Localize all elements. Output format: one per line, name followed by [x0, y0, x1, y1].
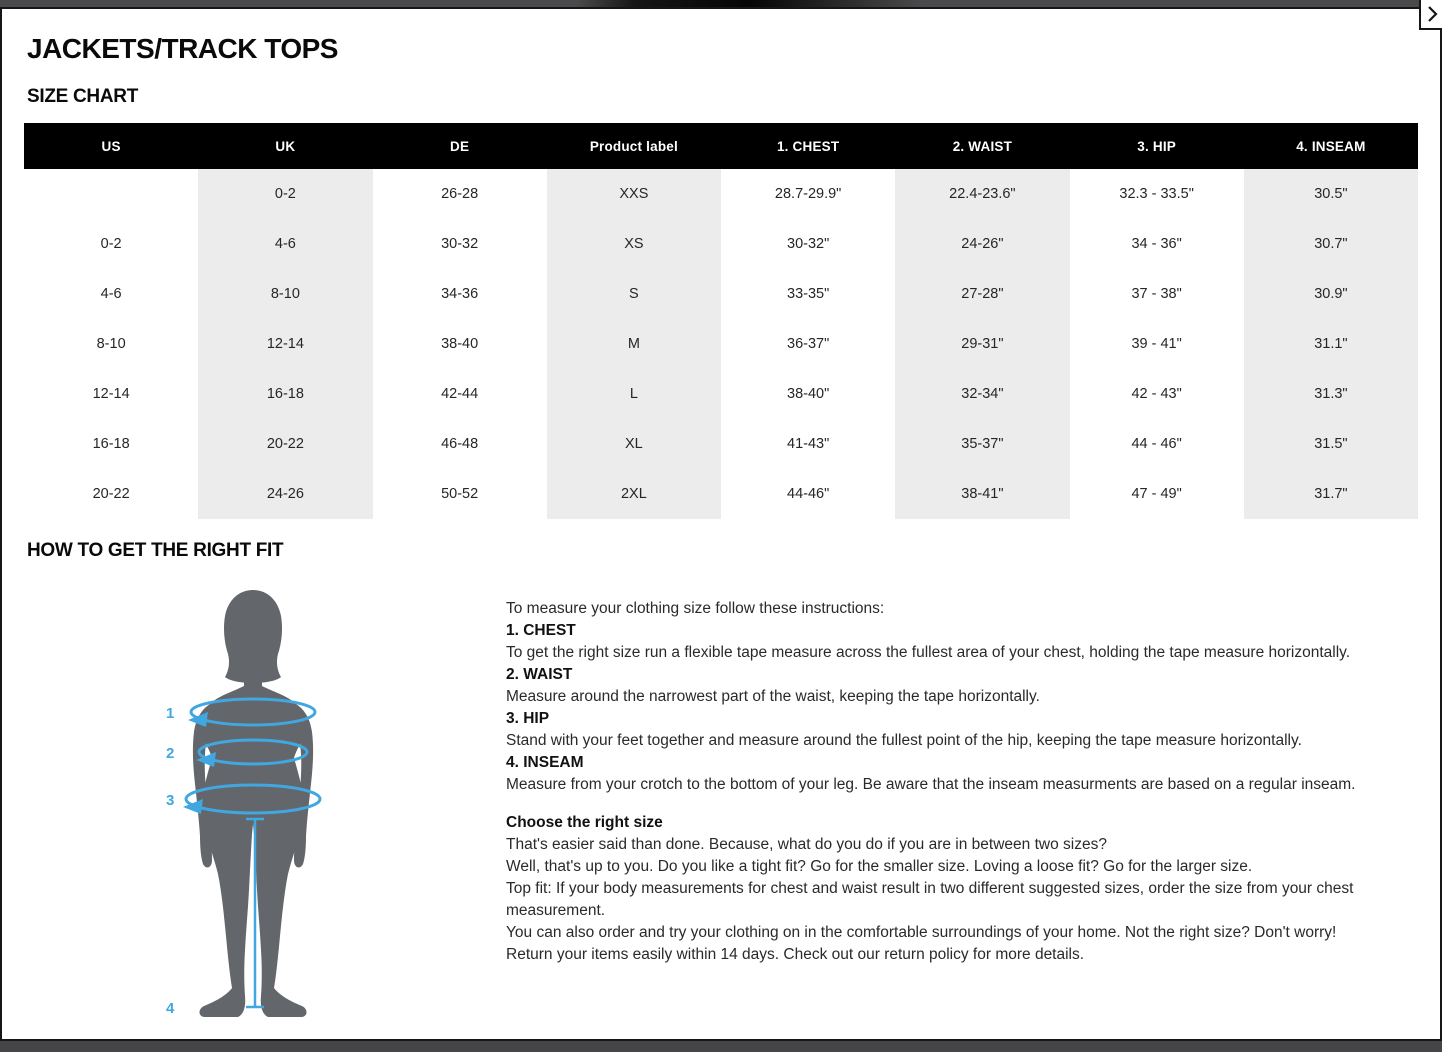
table-cell: 31.7": [1244, 469, 1418, 519]
table-cell: 38-40: [441, 336, 479, 352]
column-header: 3. HIP: [1070, 123, 1244, 169]
column-header: DE: [373, 123, 547, 169]
silhouette-head: [224, 590, 282, 683]
choose-size-text-block: [506, 834, 1390, 966]
table-cell: 30.9": [1244, 269, 1418, 319]
table-cell: 33-35": [787, 286, 830, 302]
step-text: To get the right size run a flexible tape measure across the fullest area of your chest, holding the tape measure horizontally.: [506, 644, 1351, 661]
table-cell: 30-32: [441, 236, 479, 252]
table-cell: 27-28": [895, 269, 1069, 319]
table-cell: 20-22: [198, 419, 372, 469]
step-label: 2. WAIST: [506, 666, 573, 683]
table-cell: XXS: [547, 169, 721, 219]
size-guide-panel: [0, 7, 1442, 1041]
step-text: Measure from your crotch to the bottom of your leg. Be aware that the inseam measurments are based on a regular inseam.: [506, 776, 1356, 793]
size-chart-heading: SIZE CHART: [27, 86, 139, 107]
table-cell: 30-32": [787, 236, 830, 252]
table-cell: 32.3 - 33.5": [1119, 186, 1194, 202]
background-page-sliver: [0, 0, 1442, 7]
table-cell: 42-44: [441, 386, 479, 402]
table-header-row: [24, 123, 1418, 169]
table-cell: 44 - 46": [1131, 436, 1182, 452]
measurement-figure: [24, 576, 506, 1032]
table-cell: 0-2: [198, 169, 372, 219]
chevron-right-icon: [1425, 4, 1439, 24]
step-text: Measure around the narrowest part of the waist, keeping the tape horizontally.: [506, 688, 1040, 705]
choose-size-heading: Choose the right size: [506, 814, 663, 831]
table-cell: 46-48: [441, 436, 479, 452]
body-silhouette-diagram: [146, 586, 486, 1032]
column-header: 4. INSEAM: [1244, 123, 1418, 169]
table-cell: XL: [547, 419, 721, 469]
collapse-panel-button[interactable]: [1419, 0, 1442, 30]
table-body: [24, 169, 1418, 519]
table-cell: XS: [547, 219, 721, 269]
table-cell: S: [547, 269, 721, 319]
table-cell: 22.4-23.6": [895, 169, 1069, 219]
step-text: Stand with your feet together and measure around the fullest point of the hip, keeping the tape measure horizontally.: [506, 732, 1302, 749]
table-cell: 42 - 43": [1131, 386, 1182, 402]
table-cell: 41-43": [787, 436, 830, 452]
column-header: 1. CHEST: [721, 123, 895, 169]
choose-size-text: Top fit: If your body measurements for chest and waist result in two different suggested sizes, order the size from your chest measurement.: [506, 880, 1354, 919]
table-cell: 16-18: [92, 436, 130, 452]
figure-label-waist: 2: [166, 745, 175, 762]
table-row: [24, 169, 1418, 219]
choose-size-text: That's easier said than done. Because, what do you do if you are in between two sizes?: [506, 836, 1107, 853]
table-row: [24, 219, 1418, 269]
figure-label-inseam: 4: [166, 1000, 175, 1017]
table-cell: 31.3": [1244, 369, 1418, 419]
table-cell: 2XL: [547, 469, 721, 519]
table-cell: 31.5": [1244, 419, 1418, 469]
table-cell: 31.1": [1244, 319, 1418, 369]
fit-intro: To measure your clothing size follow these instructions:: [506, 600, 885, 617]
table-cell: 36-37": [787, 336, 830, 352]
table-row: [24, 419, 1418, 469]
table-cell: 34 - 36": [1131, 236, 1182, 252]
figure-label-hip: 3: [166, 792, 175, 809]
fit-heading: HOW TO GET THE RIGHT FIT: [27, 540, 284, 561]
column-header: UK: [198, 123, 372, 169]
table-cell: 16-18: [198, 369, 372, 419]
table-cell: 8-10: [96, 336, 126, 352]
table-cell: 28.7-29.9": [774, 186, 842, 202]
table-row: [24, 319, 1418, 369]
table-cell: 24-26: [198, 469, 372, 519]
table-cell: 30.7": [1244, 219, 1418, 269]
fit-guide-section: [24, 576, 1418, 1032]
table-cell: M: [547, 319, 721, 369]
table-cell: L: [547, 369, 721, 419]
table-row: [24, 269, 1418, 319]
table-cell: 4-6: [100, 286, 122, 302]
table-cell: 37 - 38": [1131, 286, 1182, 302]
table-cell: 34-36: [441, 286, 479, 302]
table-cell: 50-52: [441, 486, 479, 502]
figure-label-chest: 1: [166, 705, 175, 722]
table-row: [24, 469, 1418, 519]
table-cell: [24, 169, 198, 219]
step-label: 4. INSEAM: [506, 754, 584, 771]
table-cell: 4-6: [198, 219, 372, 269]
size-chart-table: [24, 123, 1418, 519]
table-cell: 29-31": [895, 319, 1069, 369]
step-label: 3. HIP: [506, 710, 550, 727]
table-cell: 32-34": [895, 369, 1069, 419]
choose-size-text: You can also order and try your clothing on in the comfortable surroundings of your home. Not the right size? Don't worry!: [506, 924, 1337, 941]
table-cell: 20-22: [92, 486, 130, 502]
table-cell: 44-46": [787, 486, 830, 502]
table-cell: 12-14: [198, 319, 372, 369]
fit-instructions: [506, 576, 1418, 1032]
table-cell: 24-26": [895, 219, 1069, 269]
table-cell: 12-14: [92, 386, 130, 402]
column-header: 2. WAIST: [895, 123, 1069, 169]
table-cell: 0-2: [100, 236, 122, 252]
table-cell: 26-28: [441, 186, 479, 202]
measurement-steps: [506, 620, 1390, 796]
table-cell: 30.5": [1244, 169, 1418, 219]
table-cell: 38-40": [787, 386, 830, 402]
step-label: 1. CHEST: [506, 622, 576, 639]
table-cell: 39 - 41": [1131, 336, 1182, 352]
table-cell: 38-41": [895, 469, 1069, 519]
column-header: Product label: [547, 123, 721, 169]
choose-size-text: Well, that's up to you. Do you like a tight fit? Go for the smaller size. Loving a loose fit? Go for the larger size.: [506, 858, 1253, 875]
choose-size-text: Return your items easily within 14 days. Check out our return policy for more details.: [506, 946, 1085, 963]
table-cell: 35-37": [895, 419, 1069, 469]
page-title: JACKETS/TRACK TOPS: [27, 33, 338, 64]
column-header: US: [24, 123, 198, 169]
table-row: [24, 369, 1418, 419]
table-cell: 8-10: [198, 269, 372, 319]
table-cell: 47 - 49": [1131, 486, 1182, 502]
